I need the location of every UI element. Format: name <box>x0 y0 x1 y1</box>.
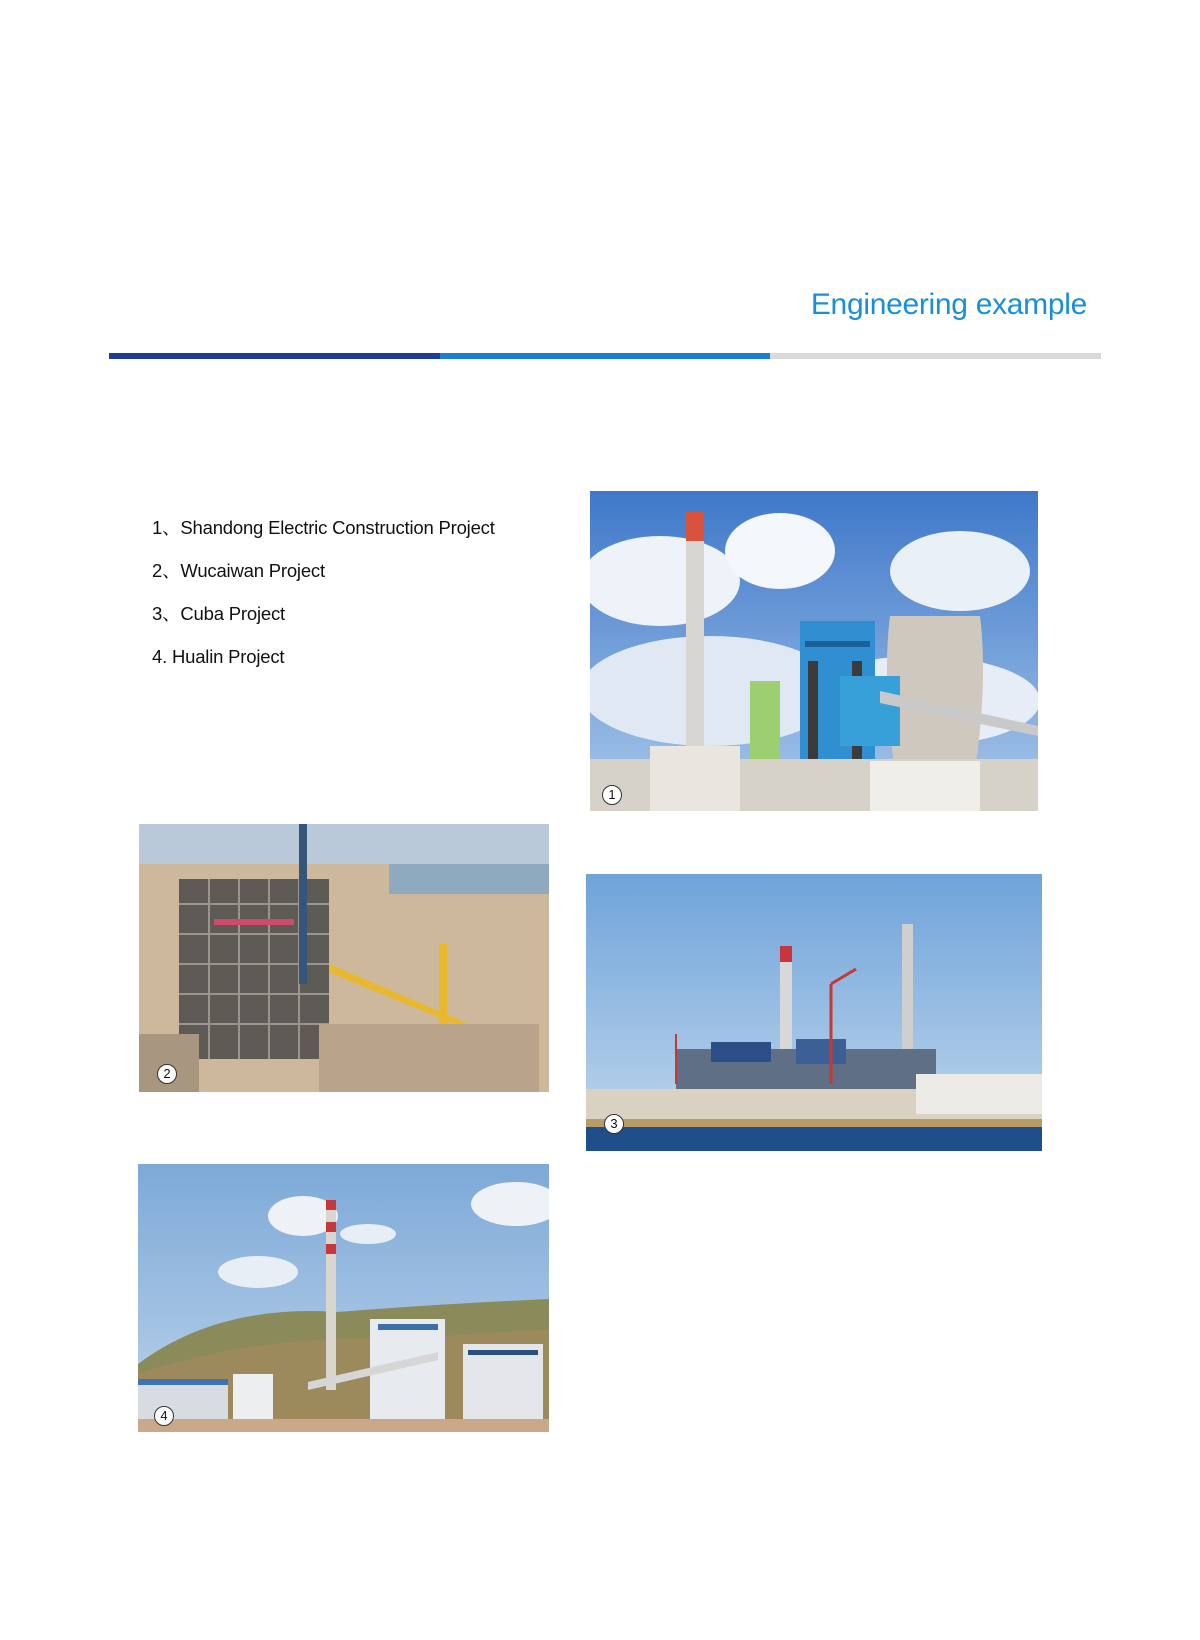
construction-site-image <box>139 824 549 1092</box>
project-item: 4. Hualin Project <box>152 646 285 667</box>
divider-segment-gray <box>770 353 1101 359</box>
project-item: 1、Shandong Electric Construction Project <box>152 517 495 538</box>
photo-cuba-plant <box>586 874 1042 1151</box>
project-item: 2、Wucaiwan Project <box>152 560 325 581</box>
divider-segment-blue <box>440 353 771 359</box>
photo-hualin-plant <box>138 1164 549 1432</box>
page-title: Engineering example <box>810 288 1087 321</box>
coastal-power-plant-image <box>586 874 1042 1151</box>
project-list <box>152 516 495 688</box>
photo-number-badge: 2 <box>157 1064 177 1084</box>
photo-number-badge: 1 <box>602 785 622 805</box>
divider-segment-dark-blue <box>109 353 440 359</box>
photo-shandong-plant <box>590 491 1038 811</box>
photo-number-badge: 3 <box>604 1114 624 1134</box>
hillside-power-plant-image <box>138 1164 549 1432</box>
power-plant-image <box>590 491 1038 811</box>
project-item: 3、Cuba Project <box>152 603 285 624</box>
photo-wucaiwan-construction <box>139 824 549 1092</box>
photo-number-badge: 4 <box>154 1406 174 1426</box>
header-divider <box>109 353 1101 359</box>
